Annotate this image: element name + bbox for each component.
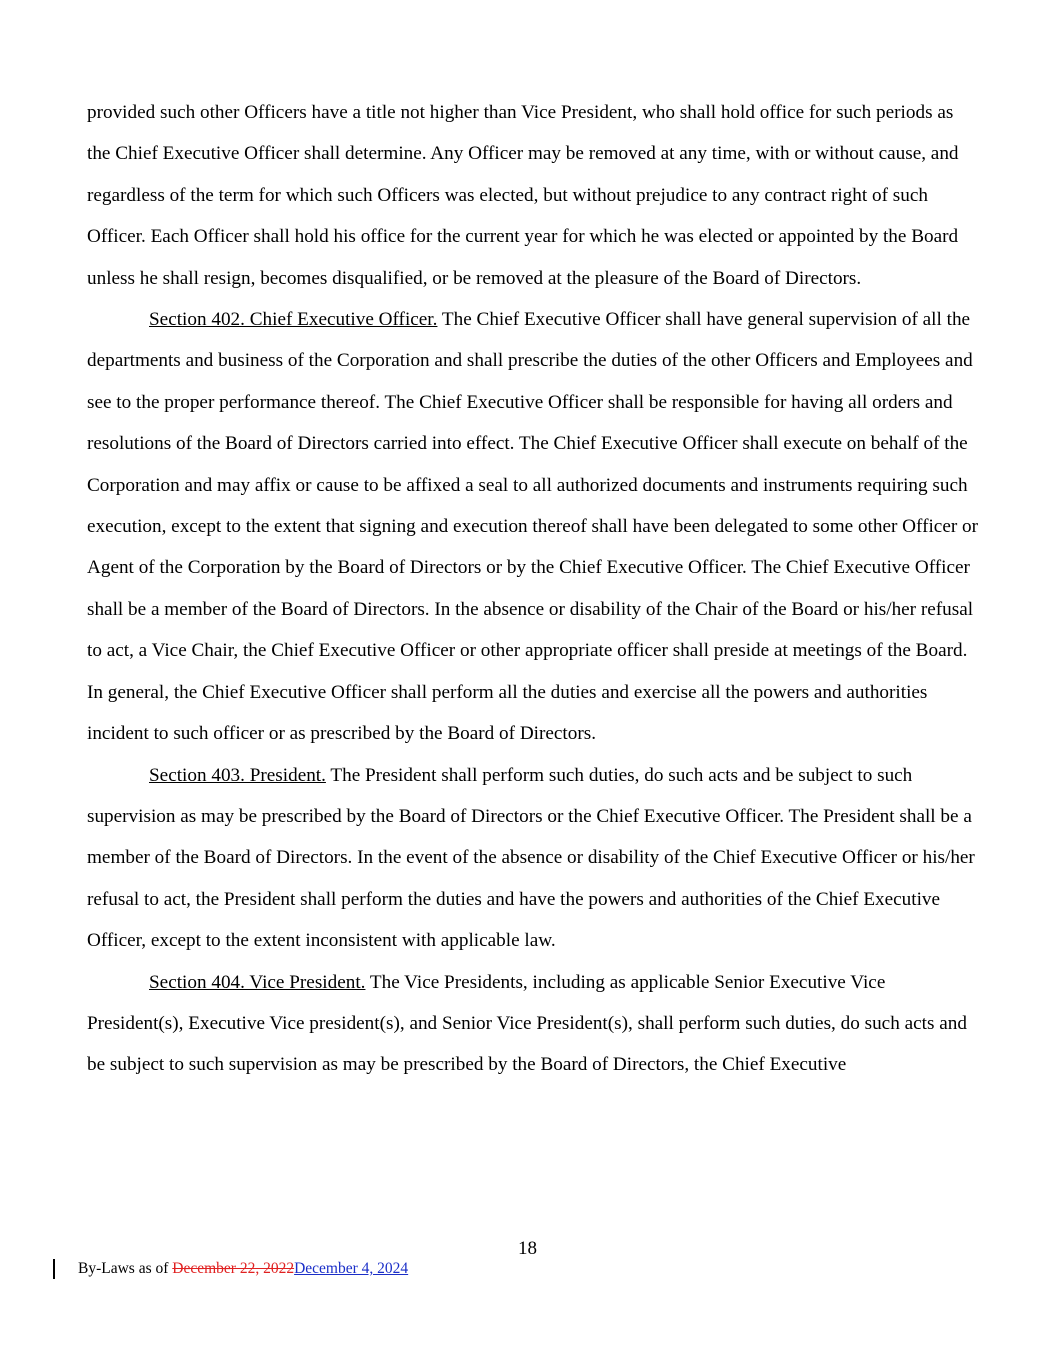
section-403-body: The President shall perform such duties, do such acts and be subject to such supervision as may be prescribed by the Board of Directors or the Chief Executive Officer. The President shall be a member of the Board of Directors. In the event of the absence or disability of the Chief Executive Officer or his/her refusal to act, the President shall perform the duties and have the powers and authorities of the Chief Executive Officer, except to the extent inconsistent with applicable law. [87, 764, 975, 952]
section-403-heading: Section 403. President. [149, 764, 326, 786]
intro-paragraph: provided such other Officers have a title not higher than Vice President, who shall hold office for such periods as the Chief Executive Officer shall determine. Any Officer may be removed at any time, with or without cause, and regardless of the term for which such Officers was elected, but without prejudice to any contract right of such Officer. Each Officer shall hold his office for the current year for which he was elected or appointed by the Board unless he shall resign, becomes disqualified, or be removed at the pleasure of the Board of Directors. [87, 102, 959, 289]
section-403-paragraph [87, 755, 980, 962]
document-body [87, 92, 980, 1086]
footer-deleted-date: December 22, 2022 [172, 1260, 295, 1277]
section-402-paragraph [87, 299, 980, 754]
section-402-heading: Section 402. Chief Executive Officer. [149, 309, 438, 331]
section-404-heading: Section 404. Vice President. [149, 971, 366, 993]
footer [78, 1259, 408, 1279]
section-402-body: The Chief Executive Officer shall have general supervision of all the departments and business of the Corporation and shall prescribe the duties of the other Officers and Employees and see to the proper performance thereof. The Chief Executive Officer shall be responsible for having all orders and resolutions of the Board of Directors carried into effect. The Chief Executive Officer shall execute on behalf of the Corporation and may affix or cause to be affixed a seal to all authorized documents and instruments requiring such execution, except to the extent that signing and execution thereof shall have been delegated to some other Officer or Agent of the Corporation by the Board of Directors or by the Chief Executive Officer. The Chief Executive Officer shall be a member of the Board of Directors. In the absence or disability of the Chair of the Board or his/her refusal to act, a Vice Chair, the Chief Executive Officer or other appropriate officer shall preside at meetings of the Board. In general, the Chief Executive Officer shall perform all the duties and exercise all the powers and authorities incident to such officer or as prescribed by the Board of Directors. [87, 309, 979, 745]
footer-inserted-date: December 4, 2024 [294, 1260, 409, 1277]
revision-change-bar [53, 1259, 55, 1279]
footer-prefix: By-Laws as of [78, 1260, 173, 1277]
page-number: 18 [518, 1238, 537, 1259]
section-404-body: The Vice Presidents, including as applicable Senior Executive Vice President(s), Executive Vice president(s), and Senior Vice President(s), shall perform such duties, do such acts and be subject to such supervision as may be prescribed by the Board of Directors, the Chief Executive [87, 971, 967, 1076]
section-404-paragraph [87, 962, 980, 1086]
